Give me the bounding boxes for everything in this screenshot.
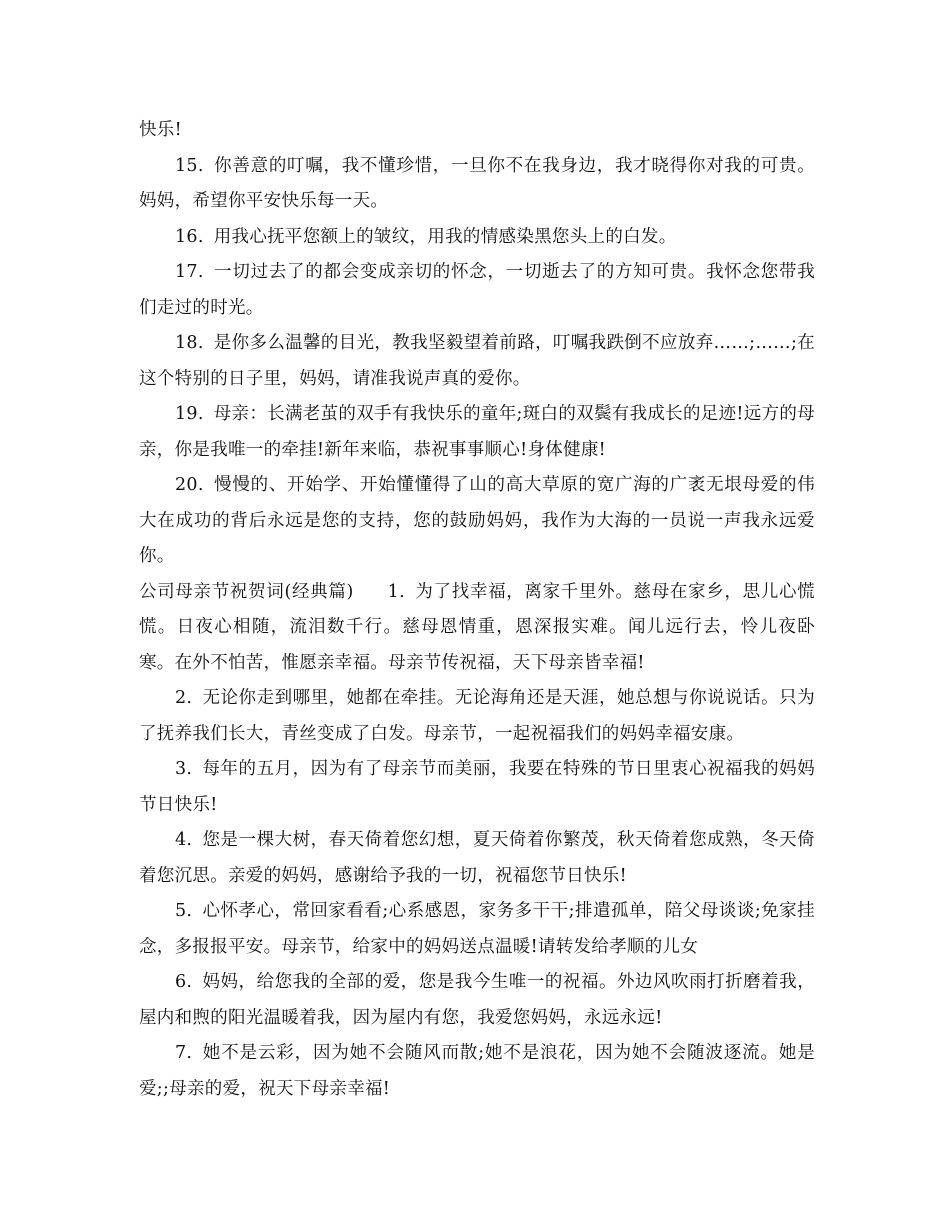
- list-item: [139, 752, 815, 823]
- item-number: 15.: [175, 155, 204, 176]
- list-item: [139, 397, 815, 468]
- item-number: 17.: [175, 262, 204, 282]
- item-text: 您是一棵大树，春天倚着您幻想，夏天倚着你繁茂，秋天倚着您成熟，冬天倚着您沉思。亲爱的妈妈，感谢给予我的一切，祝福您节日快乐!: [139, 830, 815, 886]
- item-text: 每年的五月，因为有了母亲节而美丽，我要在特殊的节日里衷心祝福我的妈妈节日快乐!: [139, 759, 815, 815]
- item-number: 4.: [175, 830, 193, 850]
- list-item: [139, 965, 815, 1036]
- list-item: [139, 255, 815, 326]
- item-number: 1.: [387, 581, 405, 602]
- item-text: 她不是云彩，因为她不会随风而散;她不是浪花，因为她不会随波逐流。她是爱;;母亲的爱，祝天下母亲幸福!: [139, 1043, 815, 1099]
- section-paragraph: [139, 575, 815, 682]
- item-text: 慢慢的、开始学、开始懂懂得了山的高大草原的宽广海的广袤无垠母爱的伟大在成功的背后永远是您的支持，您的鼓励妈妈，我作为大海的一员说一声我永远爱你。: [139, 475, 815, 566]
- item-text: 心怀孝心，常回家看看;心系感恩，家务多干干;排遣孤单，陪父母谈谈;免家挂念，多报报平安。母亲节，给家中的妈妈送点温暖!请转发给孝顺的儿女: [139, 901, 815, 957]
- list-item: [139, 894, 815, 965]
- item-text: 是你多么温馨的目光，教我坚毅望着前路，叮嘱我跌倒不应放弃……;……;在这个特别的日子里，妈妈，请准我说声真的爱你。: [139, 333, 815, 389]
- item-text: 用我心抚平您额上的皱纹，用我的情感染黑您头上的白发。: [213, 226, 677, 247]
- item-number: 6.: [175, 972, 193, 992]
- list-item: [139, 468, 815, 575]
- item-number: 16.: [175, 226, 204, 247]
- item-number: 3.: [175, 759, 193, 779]
- list-item: [139, 326, 815, 397]
- document-body: [139, 113, 815, 1107]
- continuation-line: [139, 113, 815, 149]
- item-number: 20.: [175, 475, 204, 495]
- item-number: 7.: [175, 1043, 193, 1063]
- continuation-text: 快乐!: [139, 120, 182, 140]
- item-text: 一切过去了的都会变成亲切的怀念，一切逝去了的方知可贵。我怀念您带我们走过的时光。: [139, 262, 815, 318]
- list-item: [139, 220, 815, 256]
- item-text: 妈妈，给您我的全部的爱，您是我今生唯一的祝福。外边风吹雨打折磨着我，屋内和煦的阳光温暖着我，因为屋内有您，我爱您妈妈，永远永远!: [139, 972, 815, 1028]
- item-number: 19.: [175, 404, 204, 424]
- item-number: 2.: [175, 688, 193, 708]
- item-text: 你善意的叮嘱，我不懂珍惜，一旦你不在我身边，我才晓得你对我的可贵。妈妈，希望你平安快乐每一天。: [139, 155, 815, 211]
- list-item: [139, 681, 815, 752]
- item-number: 18.: [175, 333, 204, 353]
- list-item: [139, 823, 815, 894]
- item-text: 为了找幸福，离家千里外。慈母在家乡，思儿心慌慌。日夜心相随，流泪数千行。慈母恩情重，恩深报实难。闻儿远行去，怜儿夜卧寒。在外不怕苦，惟愿亲幸福。母亲节传祝福，天下母亲皆幸福!: [139, 581, 815, 673]
- item-text: 母亲：长满老茧的双手有我快乐的童年;斑白的双鬓有我成长的足迹!远方的母亲，你是我唯一的牵挂!新年来临，恭祝事事顺心!身体健康!: [139, 404, 815, 460]
- item-number: 5.: [175, 901, 193, 921]
- section-title: 公司母亲节祝贺词(经典篇): [139, 581, 354, 602]
- item-text: 无论你走到哪里，她都在牵挂。无论海角还是天涯，她总想与你说说话。只为了抚养我们长大，青丝变成了白发。母亲节，一起祝福我们的妈妈幸福安康。: [139, 688, 815, 744]
- list-item: [139, 149, 815, 220]
- list-item: [139, 1036, 815, 1107]
